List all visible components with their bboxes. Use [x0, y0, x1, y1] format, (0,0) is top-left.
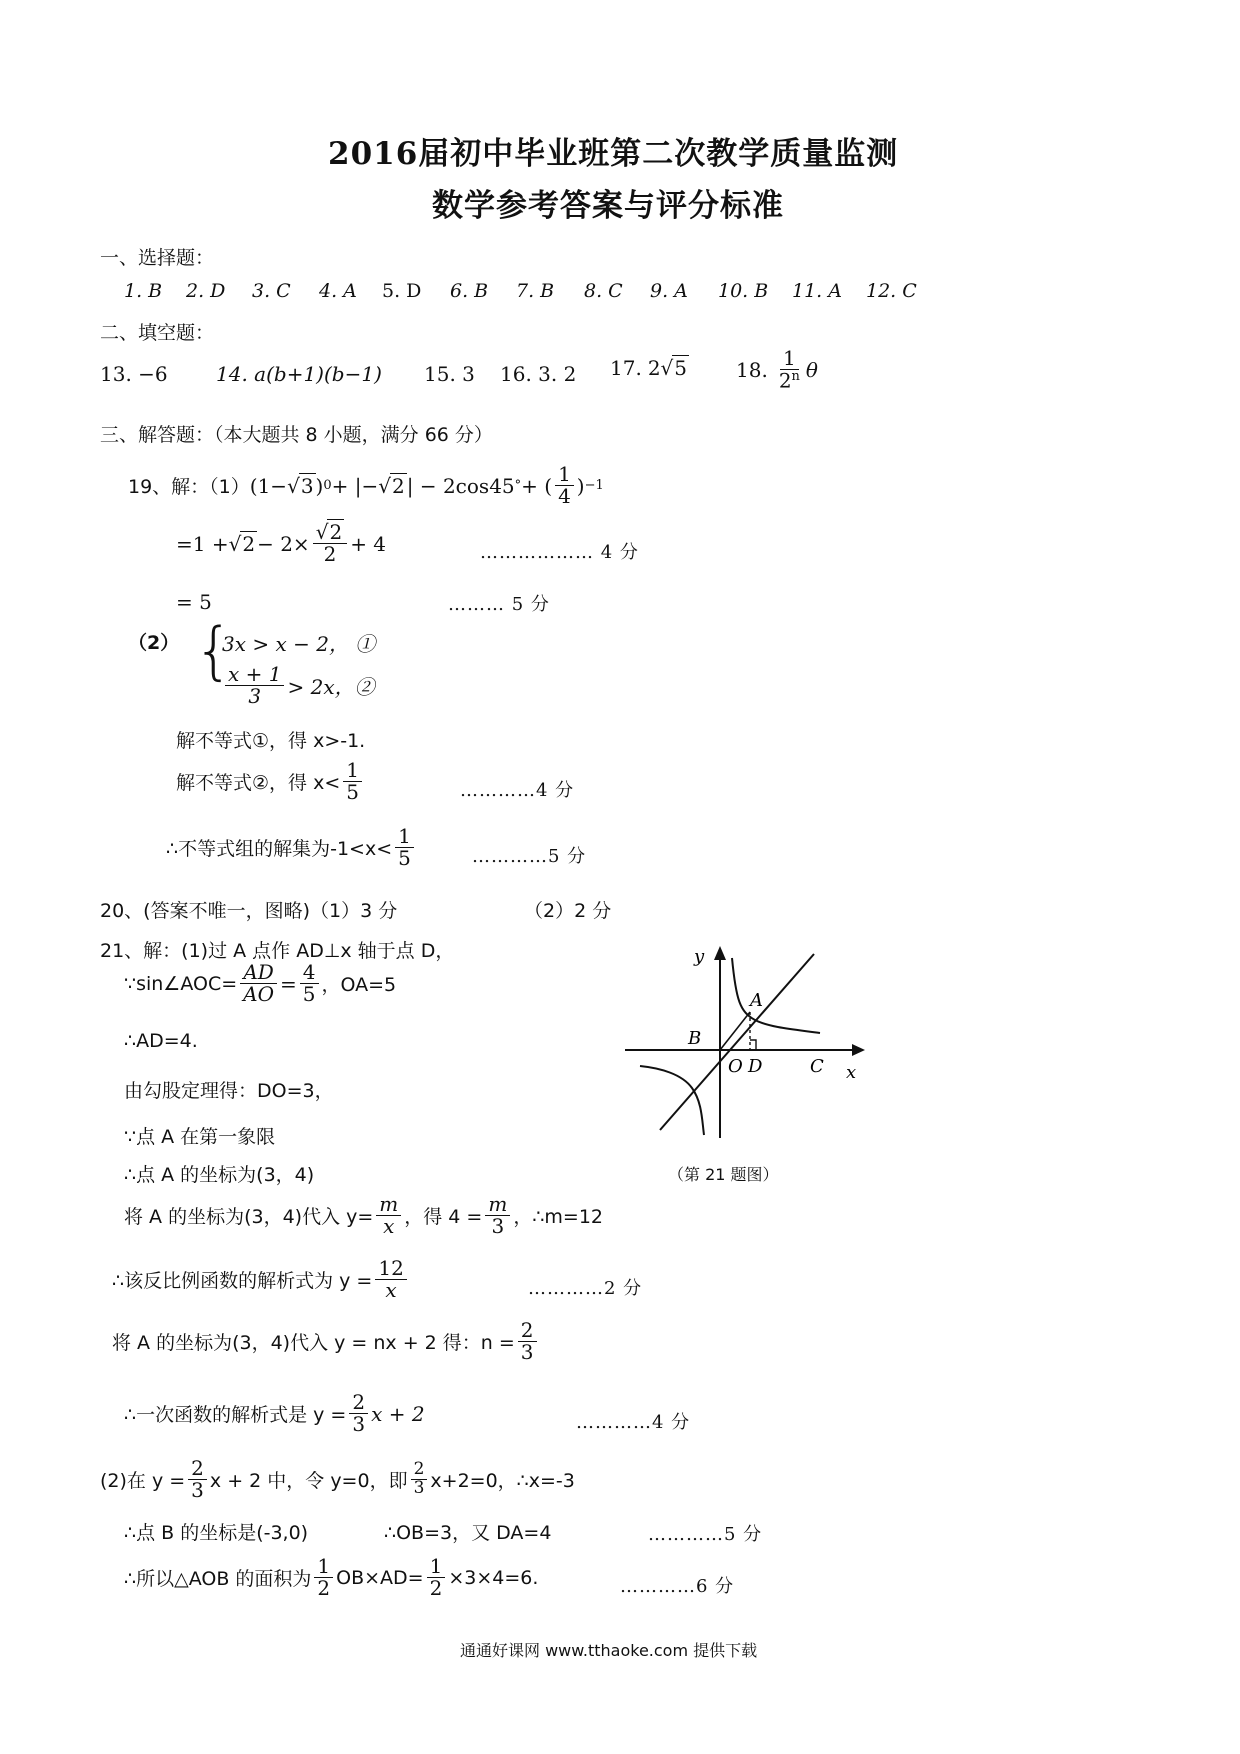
q19-solve2: 解不等式②，得 x< $\frac{1}{5}$ — [176, 760, 365, 803]
section2-heading: 二、填空题： — [100, 322, 215, 344]
q21-line13-score: …………6 分 — [620, 1576, 735, 1597]
figure-label-c: C — [810, 1056, 824, 1077]
q21-line8-score: …………2 分 — [528, 1278, 643, 1299]
q19-solve1: 解不等式①，得 x>-1. — [176, 730, 366, 752]
answer-18-label: 18. — [736, 357, 768, 382]
mcq-answer: 7. B — [516, 280, 555, 302]
answer-17-coef: 2 — [647, 356, 661, 380]
mcq-answer: 4. A — [319, 280, 357, 302]
fraction: $\frac{12}{x}$ — [375, 1258, 406, 1301]
mcq-answer: 9. A — [650, 280, 688, 302]
fraction: $\frac{4}{5}$ — [300, 962, 319, 1005]
brace-icon: { — [194, 614, 234, 687]
fraction: $\frac{√2}{2}$ — [313, 522, 347, 565]
q19-inequality-2: $\frac{x + 1}{3}$ > 2x，② — [222, 664, 375, 707]
linear-function-line — [660, 954, 814, 1130]
fill-answer-18 — [736, 348, 818, 392]
answer-18-theta: θ — [805, 357, 818, 382]
mcq-answer: 6. B — [450, 280, 489, 302]
q20-answer: 20、(答案不唯一，图略)（1）3 分 — [100, 900, 398, 922]
fraction: $\frac{AD}{AO}$ — [240, 962, 277, 1005]
mcq-answer: 12. C — [866, 280, 917, 302]
sqrt-symbol: √3 — [287, 473, 314, 498]
q21-line7: 将 A 的坐标为(3，4)代入 y= $\frac{m}{x}$ ，得 4 = $\frac{m}{3}$ ，∴m=12 — [124, 1192, 604, 1238]
right-angle-mark — [750, 1040, 756, 1050]
q19-solution-score: …………5 分 — [472, 846, 587, 867]
q21-line5: ∵点 A 在第一象限 — [124, 1126, 276, 1148]
section1-heading: 一、选择题： — [100, 247, 215, 269]
mcq-answer: 3. C — [252, 280, 291, 302]
q21-line11: (2)在 y = $\frac{2}{3}$ x + 2 中，令 y=0，即 $\frac{2}{3}$ x+2=0，∴x=-3 — [100, 1456, 575, 1502]
q21-line9: 将 A 的坐标为(3，4)代入 y = nx + 2 得：n = $\frac{2}{3}$ — [112, 1320, 540, 1363]
q19-solution-set: ∴不等式组的解集为-1<x< $\frac{1}{5}$ — [166, 826, 417, 869]
hyperbola-branch-q3 — [640, 1066, 704, 1135]
section3-heading: 三、解答题：（本大题共 8 小题，满分 66 分） — [100, 424, 493, 446]
q19-part1-expression: 19、解：（1） (1− √3 ) 0 + |− √2 | − 2cos45 ° + ( $\frac{1}{4}$ ) −1 — [128, 462, 604, 508]
q21-figure — [620, 940, 870, 1150]
mcq-answer: 8. C — [584, 280, 623, 302]
answer-17-label: 17. — [610, 356, 642, 380]
fraction: $\frac{1}{2^n}$ — [778, 346, 800, 393]
sqrt-symbol: √2 — [228, 531, 256, 556]
mcq-answer: 2. D — [186, 280, 226, 302]
figure-caption: （第 21 题图） — [668, 1165, 779, 1184]
fill-answer-13: 13. −6 — [100, 362, 168, 386]
q21-line3: ∴AD=4. — [124, 1030, 198, 1052]
fraction: $\frac{2}{3}$ — [349, 1392, 368, 1435]
fraction: $\frac{1}{2}$ — [314, 1556, 333, 1599]
x-axis-arrow-icon — [852, 1044, 865, 1056]
q19-step1-score: ……………… 4 分 — [480, 542, 639, 563]
figure-label-d: D — [748, 1056, 763, 1077]
q21-line13: ∴所以△AOB 的面积为 $\frac{1}{2}$ OB×AD= $\frac{1}{2}$ ×3×4=6. — [124, 1554, 539, 1600]
q19-step2: = 5 — [176, 590, 212, 614]
doc-title-line2: 数学参考答案与评分标准 — [432, 188, 784, 224]
fraction: $\frac{1}{4}$ — [555, 464, 574, 507]
q19-part2-label: （2） — [128, 632, 180, 654]
q19-step1: =1 + √2 − 2× $\frac{√2}{2}$ + 4 — [176, 520, 387, 566]
q21-line4: 由勾股定理得：DO=3， — [124, 1080, 334, 1102]
fraction: $\frac{m}{x}$ — [376, 1194, 401, 1237]
fraction: $\frac{1}{5}$ — [343, 760, 362, 803]
q21-line12a: ∴点 B 的坐标是(-3,0) — [124, 1522, 309, 1544]
fill-answer-17 — [610, 356, 689, 380]
fraction: $\frac{2}{3}$ — [411, 1461, 428, 1498]
q21-line8: ∴该反比例函数的解析式为 y = $\frac{12}{x}$ — [112, 1258, 410, 1301]
mcq-answer: 1. B — [124, 280, 163, 302]
y-axis-arrow-icon — [714, 946, 726, 960]
mcq-answer: 5. D — [382, 280, 422, 302]
fraction: $\frac{m}{3}$ — [485, 1194, 510, 1237]
figure-label-a: A — [750, 990, 763, 1011]
figure-label-o: O — [728, 1056, 743, 1077]
q19-solve2-score: …………4 分 — [460, 780, 575, 801]
q21-line1: 21、解：(1)过 A 点作 AD⊥x 轴于点 D， — [100, 940, 455, 962]
fill-answer-14: 14. a(b+1)(b−1) — [216, 362, 382, 386]
q19-label: 19、解：（1） — [128, 476, 250, 498]
q21-line12-score: …………5 分 — [648, 1524, 763, 1545]
fraction: $\frac{2}{3}$ — [518, 1320, 537, 1363]
q20-part2: （2）2 分 — [524, 900, 612, 922]
hyperbola-branch-q1 — [732, 958, 820, 1033]
mcq-answer: 11. A — [792, 280, 842, 302]
mcq-answer: 10. B — [718, 280, 769, 302]
fraction: $\frac{1}{5}$ — [395, 826, 414, 869]
figure-label-y: y — [694, 946, 705, 967]
q21-line6: ∴点 A 的坐标为(3，4) — [124, 1164, 315, 1186]
q21-line10: ∴一次函数的解析式是 y = $\frac{2}{3}$ x + 2 — [124, 1390, 425, 1436]
footer-credit: 通通好课网 www.tthaoke.com 提供下载 — [460, 1641, 758, 1660]
sqrt-symbol: √5 — [660, 356, 688, 380]
fraction: $\frac{2}{3}$ — [188, 1458, 207, 1501]
q21-line2: ∵sin∠AOC= $\frac{AD}{AO}$ = $\frac{4}{5}$ ，OA=5 — [124, 960, 397, 1006]
q19-inequality-1: 3x > x − 2， ① — [222, 632, 376, 656]
q21-line10-score: …………4 分 — [576, 1412, 691, 1433]
fraction: $\frac{x + 1}{3}$ — [225, 664, 284, 707]
q21-line12b: ∴OB=3，又 DA=4 — [384, 1522, 552, 1544]
q19-step2-score: ……… 5 分 — [448, 594, 550, 615]
sqrt-symbol: √2 — [378, 473, 405, 498]
figure-label-x: x — [846, 1062, 857, 1083]
figure-label-b: B — [688, 1028, 702, 1049]
fill-answer-15: 15. 3 — [424, 362, 475, 386]
fill-answer-16: 16. 3. 2 — [500, 362, 577, 386]
doc-title-line1: 2016届初中毕业班第二次教学质量监测 — [328, 136, 899, 172]
fraction: $\frac{1}{2}$ — [427, 1556, 446, 1599]
